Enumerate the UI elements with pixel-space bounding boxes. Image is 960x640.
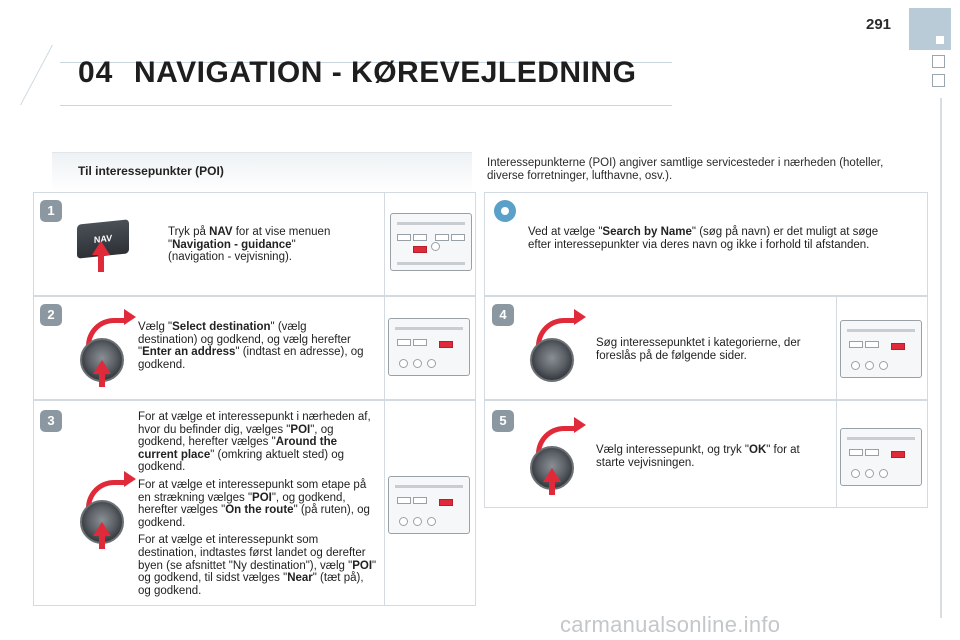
step-4-text: Søg interessepunktet i kategorierne, der foreslås på de følgende sider. bbox=[596, 337, 801, 362]
radio-unit-illustration bbox=[388, 318, 470, 376]
rotate-arrow-head bbox=[574, 309, 586, 325]
step-5-text: Vælg interessepunkt, og tryk "OK" for at starte vejvisningen. bbox=[596, 444, 800, 469]
rotate-arrow-head bbox=[124, 471, 136, 487]
section-title: Til interessepunkter (POI) bbox=[78, 164, 224, 178]
step-2-badge: 2 bbox=[40, 304, 62, 326]
tip-text: Ved at vælge "Search by Name" (søg på navn) er det muligt at søge efter interessepunkter via deres navn og ikke i forhold til afstanden. bbox=[528, 226, 879, 251]
step-2-text: Vælg "Select destination" (vælg destination) og godkend, og vælg herefter "Enter an address" (indtast en adresse), og godkend. bbox=[138, 321, 364, 371]
chapter-number: 04 bbox=[78, 56, 114, 89]
lightbulb-core bbox=[501, 207, 509, 215]
press-arrow-icon bbox=[543, 468, 561, 482]
chapter-title: NAVIGATION - KØREVEJLEDNING bbox=[134, 56, 637, 89]
side-marker-box bbox=[932, 74, 945, 87]
press-arrow-icon bbox=[93, 522, 111, 536]
press-arrow-stem bbox=[99, 373, 105, 387]
press-arrow-stem bbox=[549, 481, 555, 495]
side-marker-box bbox=[932, 55, 945, 68]
side-rule bbox=[940, 98, 942, 618]
press-arrow-icon bbox=[92, 241, 110, 255]
step-3-paragraph: For at vælge et interessepunkt som destination, indtastes først landet og derefter byen (se afsnittet "Ny destination"), vælg "POI" og godkend, til sidst vælges "Near" (tæt på), og godkend. bbox=[138, 534, 377, 597]
page-corner-tab bbox=[909, 8, 951, 50]
nav-button-icon: NAV bbox=[77, 219, 129, 258]
page-number: 291 bbox=[866, 16, 892, 33]
radio-unit-illustration bbox=[840, 320, 922, 378]
step-3-text bbox=[138, 411, 378, 602]
press-arrow-stem bbox=[98, 254, 104, 272]
step-5-badge: 5 bbox=[492, 410, 514, 432]
radio-unit-illustration bbox=[388, 476, 470, 534]
page-corner-dot bbox=[936, 36, 944, 44]
rotate-arrow-head bbox=[574, 417, 586, 433]
rotate-arrow-head bbox=[124, 309, 136, 325]
step-1-text: Tryk på NAV for at vise menuen "Navigation - guidance" (navigation - vejvisning). bbox=[168, 226, 331, 264]
control-knob-icon bbox=[530, 338, 574, 382]
step-3-paragraph: For at vælge et interessepunkt i nærheden af, hvor du befinder dig, vælges "POI", og godkend, herefter vælges "Around the current place" (omkring aktuelt sted) og godkend. bbox=[138, 411, 371, 474]
press-arrow-icon bbox=[93, 360, 111, 374]
watermark-text: carmanualsonline.info bbox=[560, 612, 781, 637]
press-arrow-stem bbox=[99, 535, 105, 549]
radio-unit-illustration bbox=[390, 213, 472, 271]
radio-unit-illustration bbox=[840, 428, 922, 486]
step-1-badge: 1 bbox=[40, 200, 62, 222]
step-3-badge: 3 bbox=[40, 410, 62, 432]
step-4-badge: 4 bbox=[492, 304, 514, 326]
step-3-paragraph: For at vælge et interessepunkt som etape på en strækning vælges "POI", og godkend, herefter vælges "On the route" (på ruten), og godkend. bbox=[138, 478, 370, 529]
section-intro: Interessepunkterne (POI) angiver samtlige servicesteder i nærheden (hoteller, diverse forretninger, lufthavne, osv.). bbox=[487, 157, 884, 182]
